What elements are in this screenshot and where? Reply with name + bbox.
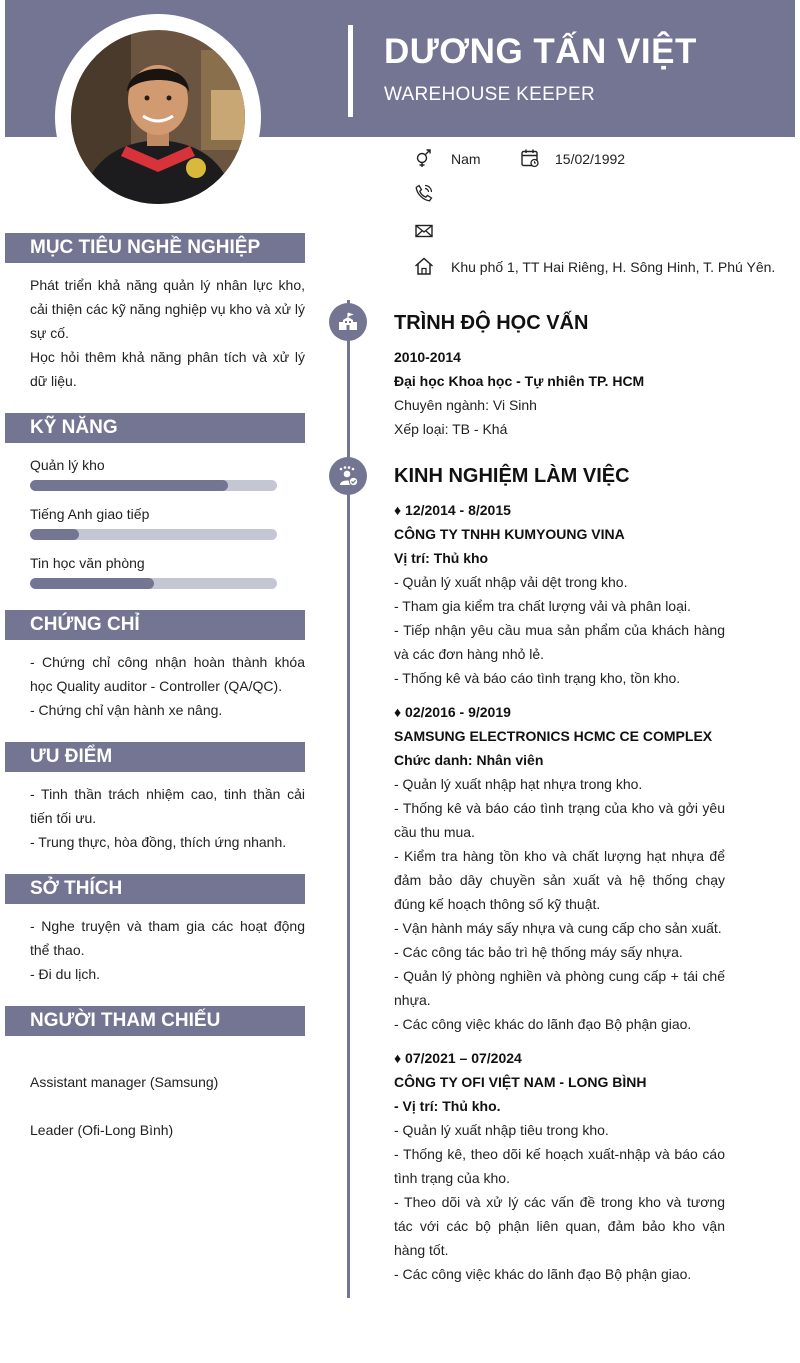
job-duty: - Quản lý phòng nghiền và phòng cung cấp + tái chế nhựa. xyxy=(394,968,725,1008)
reference-item: Assistant manager (Samsung) xyxy=(30,1074,219,1090)
candidate-name: DƯƠNG TẤN VIỆT xyxy=(384,32,697,71)
avatar-photo xyxy=(71,30,245,204)
job-entry xyxy=(394,498,725,690)
job-duty: - Thống kê, theo dõi kế hoạch xuất-nhập và báo cáo tình trạng của kho. xyxy=(394,1146,725,1186)
job-duty: - Thống kê và báo cáo tình trạng kho, tồn kho. xyxy=(394,670,681,686)
objective-text xyxy=(30,273,305,393)
job-duty: - Quản lý xuất nhập vải dệt trong kho. xyxy=(394,574,628,590)
phone-icon xyxy=(414,183,434,203)
hobbies-title: SỞ THÍCH xyxy=(5,874,305,904)
certificates-text xyxy=(30,650,305,722)
education-major: Chuyên ngành: Vi Sinh xyxy=(394,397,537,413)
strength-line: - Trung thực, hòa đồng, thích ứng nhanh. xyxy=(30,834,287,850)
employee-icon xyxy=(337,465,359,487)
job-period: ♦ 02/2016 - 9/2019 xyxy=(394,704,511,720)
job-duty: - Tham gia kiểm tra chất lượng vải và phân loại. xyxy=(394,598,691,614)
experience-title: KINH NGHIỆM LÀM VIỆC xyxy=(394,465,630,487)
education-grade: Xếp loại: TB - Khá xyxy=(394,421,508,437)
education-block xyxy=(394,345,725,441)
education-school: Đại học Khoa học - Tự nhiên TP. HCM xyxy=(394,373,645,389)
gender-icon xyxy=(414,148,434,168)
skill-label: Tiếng Anh giao tiếp xyxy=(30,506,150,522)
job-duty: - Tiếp nhận yêu cầu mua sản phẩm của khách hàng và các đơn hàng nhỏ lẻ. xyxy=(394,622,725,662)
skill-bar xyxy=(30,480,277,491)
job-company: CÔNG TY OFI VIỆT NAM - LONG BÌNH xyxy=(394,1074,647,1090)
timeline-line xyxy=(347,300,350,1298)
job-duty: - Các công việc khác do lãnh đạo Bộ phận giao. xyxy=(394,1016,692,1032)
job-title: WAREHOUSE KEEPER xyxy=(384,84,596,105)
reference-item: Leader (Ofi-Long Bình) xyxy=(30,1122,174,1138)
skill-bar xyxy=(30,529,277,540)
skill-bar xyxy=(30,578,277,589)
mail-icon xyxy=(414,221,434,241)
job-entry xyxy=(394,700,725,1036)
job-period: ♦ 07/2021 – 07/2024 xyxy=(394,1050,522,1066)
education-period: 2010-2014 xyxy=(394,349,461,365)
skills-title: KỸ NĂNG xyxy=(5,413,305,443)
skill-label: Tin học văn phòng xyxy=(30,555,145,571)
job-period: ♦ 12/2014 - 8/2015 xyxy=(394,502,511,518)
hobbies-text xyxy=(30,914,305,986)
job-duty: - Thống kê và báo cáo tình trạng của kho và gởi yêu cầu thu mua. xyxy=(394,800,725,840)
gender-value: Nam xyxy=(451,151,481,167)
avatar xyxy=(71,30,245,204)
skill-label: Quản lý kho xyxy=(30,457,105,473)
birthdate-value: 15/02/1992 xyxy=(555,151,626,167)
hobby-line: - Nghe truyện và tham gia các hoạt động thể thao. xyxy=(30,918,305,958)
certificates-title: CHỨNG CHỈ xyxy=(5,610,305,640)
strengths-title: ƯU ĐIỂM xyxy=(5,742,305,772)
strengths-text xyxy=(30,782,305,854)
header-divider xyxy=(348,25,353,117)
objective-line: Phát triển khả năng quản lý nhân lực kho, cải thiện các kỹ năng nghiệp vụ kho và xử lý sự cố. xyxy=(30,277,305,341)
address-value: Khu phố 1, TT Hai Riêng, H. Sông Hinh, T. Phú Yên. xyxy=(451,259,776,275)
certificate-line: - Chứng chỉ vận hành xe nâng. xyxy=(30,702,223,718)
objective-title: MỤC TIÊU NGHỀ NGHIỆP xyxy=(5,233,305,263)
school-icon xyxy=(337,311,359,333)
job-duty: - Kiểm tra hàng tồn kho và chất lượng hạt nhựa để đảm bảo dây chuyền sản xuất và hệ thống chạy đúng kế hoạch thông số kỹ thuật. xyxy=(394,848,725,912)
home-icon xyxy=(414,256,434,276)
skill-bar-fill xyxy=(30,480,228,491)
strength-line: - Tinh thần trách nhiệm cao, tinh thần cải tiến tối ưu. xyxy=(30,786,305,826)
job-duty: - Quản lý xuất nhập tiêu trong kho. xyxy=(394,1122,609,1138)
job-position: Chức danh: Nhân viên xyxy=(394,752,544,768)
experience-marker xyxy=(329,457,367,495)
job-duty: - Vận hành máy sấy nhựa và cung cấp cho sản xuất. xyxy=(394,920,722,936)
job-duty: - Quản lý xuất nhập hạt nhựa trong kho. xyxy=(394,776,643,792)
job-company: CÔNG TY TNHH KUMYOUNG VINA xyxy=(394,526,625,542)
job-position: - Vị trí: Thủ kho. xyxy=(394,1098,501,1114)
skill-bar-fill xyxy=(30,578,154,589)
education-marker xyxy=(329,303,367,341)
skill-bar-fill xyxy=(30,529,79,540)
job-company: SAMSUNG ELECTRONICS HCMC CE COMPLEX xyxy=(394,728,713,744)
certificate-line: - Chứng chỉ công nhận hoàn thành khóa học Quality auditor - Controller (QA/QC). xyxy=(30,654,305,694)
objective-line: Học hỏi thêm khả năng phân tích và xử lý dữ liệu. xyxy=(30,349,305,389)
calendar-icon xyxy=(520,148,540,168)
job-entry xyxy=(394,1046,725,1286)
references-title: NGƯỜI THAM CHIẾU xyxy=(5,1006,305,1036)
hobby-line: - Đi du lịch. xyxy=(30,966,101,982)
job-duty: - Các công tác bảo trì hệ thống máy sấy nhựa. xyxy=(394,944,683,960)
job-duty: - Theo dõi và xử lý các vấn đề trong kho và tương tác với các bộ phận liên quan, đảm bảo kho vận hàng tốt. xyxy=(394,1194,725,1258)
job-duty: - Các công việc khác do lãnh đạo Bộ phận giao. xyxy=(394,1266,692,1282)
job-position: Vị trí: Thủ kho xyxy=(394,550,489,566)
education-title: TRÌNH ĐỘ HỌC VẤN xyxy=(394,312,589,334)
